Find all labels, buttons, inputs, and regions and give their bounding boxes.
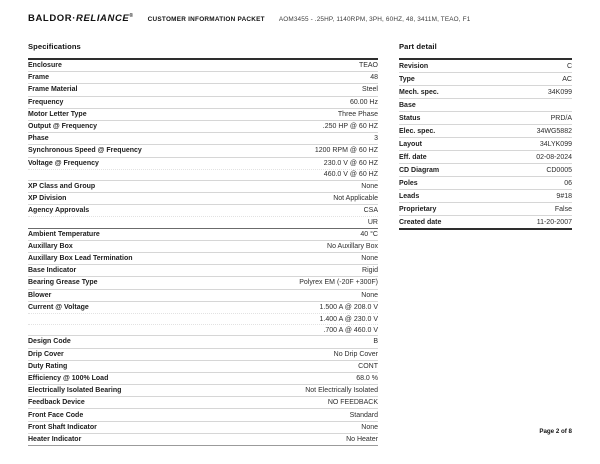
spec-value: 230.0 V @ 60 HZ: [323, 159, 378, 167]
logo-dot: ·: [72, 13, 77, 25]
spec-value: None: [361, 255, 378, 263]
spec-value: 1.400 A @ 230.0 V: [319, 315, 378, 323]
spec-label: Motor Letter Type: [28, 110, 87, 118]
spec-label: Auxillary Box Lead Termination: [28, 255, 133, 263]
part-label: Poles: [399, 179, 418, 187]
spec-row: [28, 373, 378, 385]
spec-label: Front Shaft Indicator: [28, 423, 97, 431]
spec-value: Not Electrically Isolated: [305, 387, 378, 395]
spec-value: None: [361, 182, 378, 190]
part-label: Created date: [399, 218, 442, 226]
part-value: PRD/A: [550, 114, 572, 122]
spec-label: Synchronous Speed @ Frequency: [28, 147, 142, 155]
spec-row: [28, 265, 378, 277]
spec-value: No Auxillary Box: [327, 242, 378, 250]
part-value: 9#18: [556, 192, 572, 200]
spec-value: .700 A @ 460.0 V: [323, 326, 378, 334]
product-summary: AOM3455 - .25HP, 1140RPM, 3PH, 60HZ, 48, 3411M, TEAO, F1: [278, 16, 471, 24]
part-row: [399, 60, 572, 73]
spec-value: 1200 RPM @ 60 HZ: [314, 147, 378, 155]
spec-label: Blower: [28, 291, 52, 299]
spec-value: 460.0 V @ 60 HZ: [323, 171, 378, 179]
part-detail-title: Part detail: [399, 42, 437, 51]
spec-label: Frequency: [28, 98, 64, 106]
spec-value: 1.500 A @ 208.0 V: [319, 303, 378, 311]
part-row: [399, 138, 572, 151]
spec-label: XP Division: [28, 195, 67, 203]
spec-label: Bearing Grease Type: [28, 279, 98, 287]
spec-value: Rigid: [362, 267, 378, 275]
spec-value: B: [373, 338, 378, 346]
spec-row: [28, 434, 378, 445]
spec-row: [28, 277, 378, 289]
part-value: 06: [564, 179, 572, 187]
spec-row: [28, 181, 378, 193]
spec-row: [28, 60, 378, 72]
part-value: CD0005: [546, 166, 572, 174]
spec-value: Not Applicable: [333, 195, 378, 203]
part-label: Type: [399, 75, 415, 83]
spec-value: None: [361, 291, 378, 299]
part-value: False: [554, 205, 572, 213]
part-row: [399, 203, 572, 216]
part-row: [399, 86, 572, 99]
logo-brand-secondary: RELIANCE: [76, 13, 130, 25]
spec-value: Steel: [362, 86, 378, 94]
spec-value: Three Phase: [337, 110, 378, 118]
spec-label: Frame: [28, 74, 50, 82]
document-title: CUSTOMER INFORMATION PACKET: [147, 16, 265, 24]
spec-row: [28, 193, 378, 205]
spec-value: 3: [374, 135, 378, 143]
spec-row: [28, 349, 378, 361]
spec-label: Enclosure: [28, 62, 62, 70]
spec-label: Front Face Code: [28, 411, 84, 419]
spec-row: [28, 361, 378, 373]
part-label: Proprietary: [399, 205, 437, 213]
part-label: Layout: [399, 140, 422, 148]
spec-row: [28, 397, 378, 409]
part-row: [399, 164, 572, 177]
spec-label: Efficiency @ 100% Load: [28, 374, 109, 382]
spec-row: [28, 72, 378, 84]
part-row: [399, 177, 572, 190]
spec-value: No Drip Cover: [333, 350, 378, 358]
spec-value: .250 HP @ 60 HZ: [322, 123, 378, 131]
spec-label: Ambient Temperature: [28, 230, 100, 238]
spec-value: TEAO: [358, 62, 378, 70]
spec-row: [28, 290, 378, 302]
spec-value: UR: [367, 219, 378, 227]
part-row: [399, 216, 572, 228]
spec-row: [28, 241, 378, 253]
spec-row: [28, 84, 378, 96]
spec-row: [28, 121, 378, 133]
spec-label: Base Indicator: [28, 267, 77, 275]
part-label: Base: [399, 101, 416, 109]
spec-value: None: [361, 423, 378, 431]
spec-row: [28, 109, 378, 121]
logo-brand-primary: BALDOR: [28, 13, 73, 25]
spec-row: [28, 97, 378, 109]
part-value: 11-20-2007: [536, 218, 572, 226]
part-value: AC: [562, 75, 572, 83]
part-value: 02-08-2024: [536, 153, 572, 161]
spec-label: Feedback Device: [28, 399, 85, 407]
spec-value: Standard: [349, 411, 378, 419]
part-row: [399, 99, 572, 112]
page-indicator: Page 2 of 8: [539, 428, 572, 435]
spec-label: Voltage @ Frequency: [28, 159, 99, 167]
part-label: CD Diagram: [399, 166, 440, 174]
spec-value: 40 °C: [360, 230, 378, 238]
spec-row: [28, 385, 378, 397]
spec-label: Drip Cover: [28, 350, 64, 358]
spec-row: [28, 145, 378, 157]
page-header: [28, 13, 572, 24]
spec-value: No Heater: [346, 435, 378, 443]
spec-label: Duty Rating: [28, 362, 68, 370]
spec-value: CSA: [363, 207, 378, 215]
baldor-reliance-logo: [28, 13, 134, 24]
part-value: 34K099: [547, 88, 572, 96]
spec-label: Electrically Isolated Bearing: [28, 387, 122, 395]
part-row: [399, 190, 572, 203]
spec-value: CONT: [358, 362, 378, 370]
spec-label: Phase: [28, 135, 49, 143]
spec-label: Output @ Frequency: [28, 123, 98, 131]
spec-label: Agency Approvals: [28, 207, 90, 215]
part-row: [399, 112, 572, 125]
spec-row: [28, 133, 378, 145]
spec-label: Auxillary Box: [28, 242, 73, 250]
specifications-section: [28, 42, 378, 446]
part-value: 34WG5882: [536, 127, 572, 135]
spec-value: Polyrex EM (-20F +300F): [299, 279, 378, 287]
part-row: [399, 125, 572, 138]
part-label: Elec. spec.: [399, 127, 436, 135]
part-label: Leads: [399, 192, 420, 200]
spec-label: XP Class and Group: [28, 182, 96, 190]
spec-row: [28, 422, 378, 434]
spec-row: [28, 158, 378, 181]
spec-value: 60.00 Hz: [349, 98, 378, 106]
specifications-table: [28, 58, 378, 446]
spec-row: [28, 409, 378, 421]
spec-row: [28, 229, 378, 241]
spec-row: [28, 205, 378, 228]
part-value: 34LYK099: [539, 140, 572, 148]
part-detail-section: [399, 42, 572, 230]
part-detail-table: [399, 58, 572, 230]
part-row: [399, 151, 572, 164]
spec-value: 68.0 %: [356, 374, 378, 382]
part-row: [399, 73, 572, 86]
specifications-title: Specifications: [28, 42, 81, 51]
spec-label: Heater Indicator: [28, 435, 82, 443]
part-label: Status: [399, 114, 421, 122]
logo-trademark-icon: ®: [129, 13, 134, 19]
spec-value: NO FEEDBACK: [327, 399, 378, 407]
part-label: Revision: [399, 62, 429, 70]
part-label: Mech. spec.: [399, 88, 439, 96]
part-label: Eff. date: [399, 153, 427, 161]
spec-label: Design Code: [28, 338, 71, 346]
spec-label: Current @ Voltage: [28, 303, 89, 311]
part-value: C: [566, 62, 572, 70]
spec-value: 48: [370, 74, 378, 82]
spec-label: Frame Material: [28, 86, 78, 94]
spec-row: [28, 253, 378, 265]
spec-row: [28, 336, 378, 348]
spec-row: [28, 302, 378, 337]
